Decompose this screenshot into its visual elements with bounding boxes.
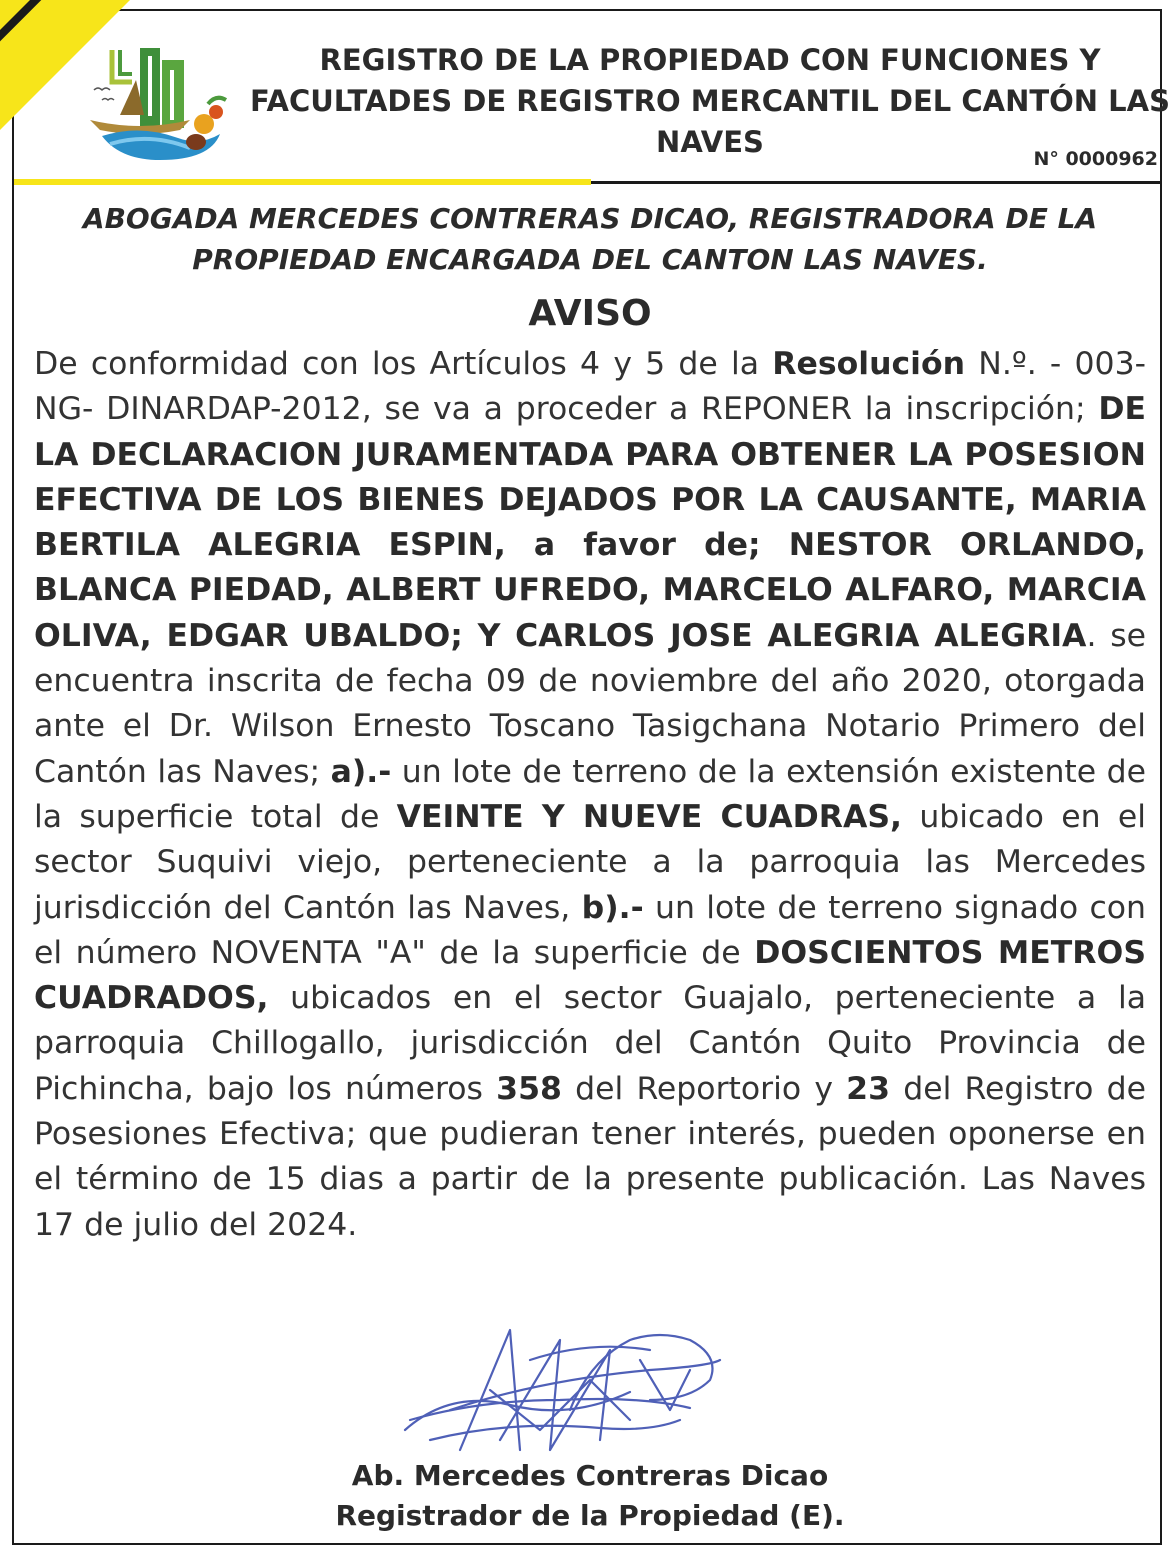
body-bold-segment: VEINTE Y NUEVE CUADRAS, [396,798,903,835]
aviso-title: AVISO [528,293,652,334]
body-bold-segment: 358 [496,1070,562,1107]
body-bold-segment: DOSCIENTOS METROS CUADRADOS, [34,934,1146,1017]
body-text-segment: De conformidad con los Artículos 4 y 5 de la [34,346,773,382]
las-naves-logo-icon [80,20,240,180]
registrar-subtitle: ABOGADA MERCEDES CONTRERAS DICAO, REGISTRADORA DE LA PROPIEDAD ENCARGADA DEL CANTON LAS NAVES. [82,202,1098,276]
body-text-segment: un lote de terreno de la extensión existente de la superficie total de [34,753,1146,835]
body-text-segment: ubicados en el sector Guajalo, perteneciente a la parroquia Chillogallo, jurisdicción del Cantón Quito Provincia de Pichincha, bajo los números [34,980,1146,1107]
signer-name: Ab. Mercedes Contreras Dicao [351,1459,829,1492]
header-rule-black [591,181,1160,184]
signer-role: Registrador de la Propiedad (E). [335,1499,845,1532]
registry-title: REGISTRO DE LA PROPIEDAD CON FUNCIONES Y FACULTADES DE REGISTRO MERCANTIL DEL CANTÓN LAS NAVES [250,43,1170,159]
body-bold-segment: a).- [330,753,392,790]
handwritten-signature [390,1300,750,1470]
body-text-segment: un lote de terreno signado con el número NOVENTA "A" de la superficie de [34,889,1146,971]
body-text-segment: ubicado en el sector Suquivi viejo, perteneciente a la parroquia las Mercedes jurisdicción del Cantón las Naves, [34,798,1146,926]
body-text-segment: del Registro de Posesiones Efectiva; que pudieran tener interés, pueden oponerse en el término de 15 dias a partir de la presente publicación. Las Naves 17 de julio del 2024. [34,1070,1146,1243]
header-rule-yellow [14,179,591,185]
body-bold-segment: 23 [846,1070,890,1107]
body-text-segment: N.º. - 003-NG- DINARDAP-2012, se va a proceder a REPONER la inscripción; [34,346,1146,428]
body-text-segment: del Reportorio y [561,1070,847,1107]
notice-number: N° 0000962 [1033,148,1158,170]
body-bold-segment: Resolución [772,346,966,382]
body-bold-segment: b).- [581,889,644,926]
body-text-segment: . se encuentra inscrita de fecha 09 de noviembre del año 2020, otorgada ante el Dr. Wilson Ernesto Toscano Tasigchana Notario Primero del Cantón las Naves; [34,617,1146,790]
body-bold-segment: DE LA DECLARACION JURAMENTADA PARA OBTENER LA POSESION EFECTIVA DE LOS BIENES DEJADOS POR LA CAUSANTE, MARIA BERTILA ALEGRIA ESPIN, a favor de; NESTOR ORLANDO, BLANCA PIEDAD, ALBERT UFREDO, MARCELO ALFARO, MARCIA OLIVA, EDGAR UBALDO; Y CARLOS JOSE ALEGRIA ALEGRIA [34,391,1146,654]
notice-body [34,342,1146,1248]
